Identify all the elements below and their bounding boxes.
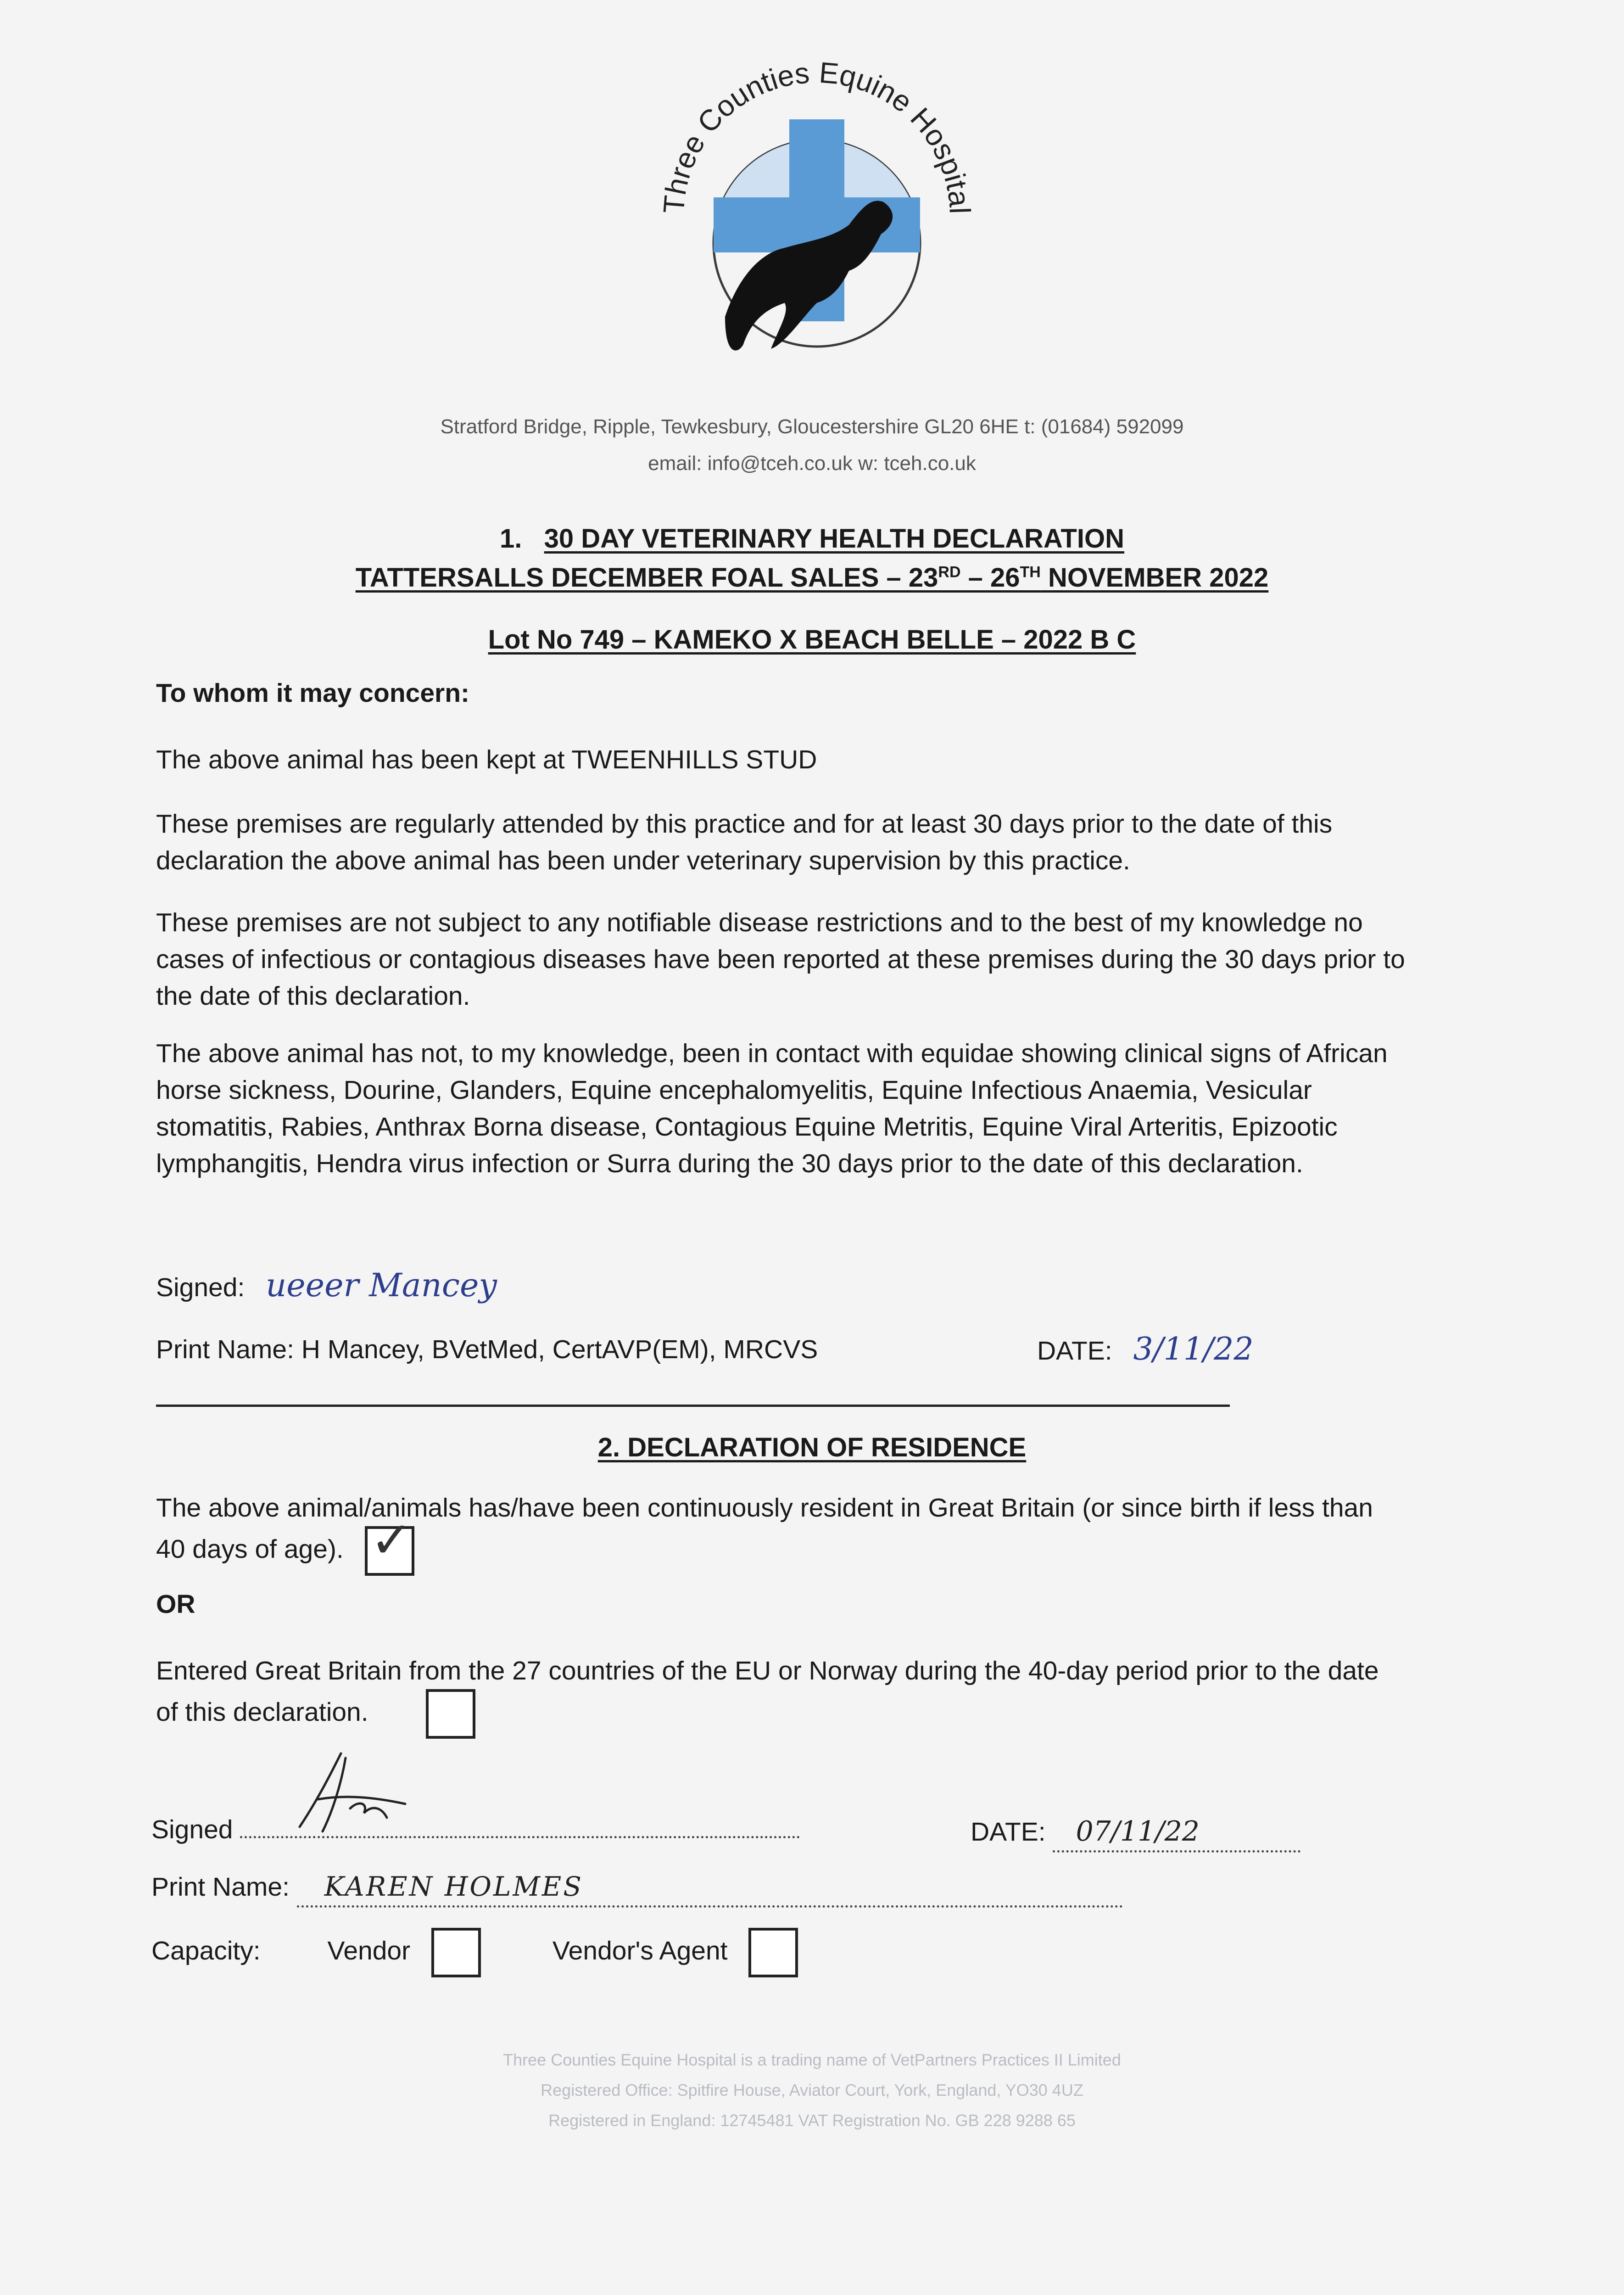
residence-option-1: The above animal/animals has/have been continuously resident in Great Britain (or since birth if less than 40 days of age). ✓ (156, 1489, 1395, 1576)
eu-entry-checkbox[interactable] (426, 1689, 475, 1739)
section-number: 1. (499, 524, 522, 554)
footer-line-3: Registered in England: 12745481 VAT Registration No. GB 228 9288 65 (548, 2111, 1076, 2130)
print-name-field[interactable] (297, 1868, 1123, 1908)
vet-signature-row (156, 1267, 1432, 1306)
logo-text: Three Counties Equine Hospital (657, 60, 977, 215)
signed-label: Signed: (156, 1273, 245, 1302)
vet-date-value: 3/11/22 (1133, 1331, 1254, 1367)
section-1-title (0, 523, 1624, 554)
section-2-title: 2. DECLARATION OF RESIDENCE (597, 1433, 1027, 1462)
paragraph-supervision: These premises are regularly attended by this practice and for at least 30 days prior to the date of this declaration the above animal has been under veterinary supervision by this practice. (156, 809, 1333, 875)
salutation: To whom it may concern: (156, 678, 470, 708)
vendor-date-row (971, 1813, 1300, 1853)
hospital-logo (633, 60, 1000, 372)
date-label: DATE: (971, 1817, 1046, 1847)
address-line-2: email: info@tceh.co.uk w: tceh.co.uk (648, 452, 976, 475)
vendor-label: Vendor (327, 1936, 411, 1965)
vet-print-name: Print Name: H Mancey, BVetMed, CertAVP(EM), MRCVS (156, 1335, 818, 1364)
lot-number: Lot No 749 – KAMEKO X BEACH BELLE – 2022 B C (488, 625, 1136, 655)
print-name-label: Print Name: (151, 1872, 290, 1902)
vendor-agent-checkbox[interactable] (748, 1928, 798, 1977)
footer-line-2: Registered Office: Spitfire House, Aviator Court, York, England, YO30 4UZ (541, 2081, 1083, 2099)
resident-checkbox[interactable] (365, 1512, 414, 1576)
vendor-signature-row (151, 1808, 800, 1848)
paragraph-diseases: The above animal has not, to my knowledge, been in contact with equidae showing clinical signs of African horse sickness, Dourine, Glanders, Equine encephalomyelitis, Equine Infectious Anaemia, Vesicular stomatitis, Rabies, Anthrax Borna disease, Contagious Equine Metritis, Equine Viral Arteritis, Epizootic lymphangitis, Hendra virus infection or Surra during the 30 days prior to the date of this declaration. (156, 1039, 1388, 1178)
date-label: DATE: (1037, 1336, 1112, 1366)
or-separator: OR (156, 1590, 195, 1619)
residence-option-2: Entered Great Britain from the 27 countries of the EU or Norway during the 40-day period prior to the date of this declaration. (156, 1652, 1395, 1739)
footer-line-1: Three Counties Equine Hospital is a trading name of VetPartners Practices II Limited (503, 2050, 1121, 2069)
vendor-agent-label: Vendor's Agent (552, 1936, 728, 1965)
declaration-title: 30 DAY VETERINARY HEALTH DECLARATION (544, 524, 1125, 554)
address-line-1: Stratford Bridge, Ripple, Tewkesbury, Gloucestershire GL20 6HE t: (01684) 592099 (440, 415, 1184, 438)
section-divider (156, 1405, 1230, 1407)
vet-signature: ueeer Mancey (266, 1266, 497, 1304)
vendor-date-value: 07/11/22 (1076, 1815, 1200, 1847)
paragraph-kept-at: The above animal has been kept at TWEENHILLS STUD (156, 745, 817, 774)
print-name-value: KAREN HOLMES (324, 1871, 583, 1902)
vendor-checkbox[interactable] (431, 1928, 481, 1977)
capacity-label: Capacity: (151, 1936, 261, 1965)
vet-date-row (1037, 1331, 1254, 1369)
signed-label: Signed (151, 1815, 233, 1844)
capacity-row (151, 1926, 798, 1977)
signature-line[interactable] (240, 1808, 800, 1838)
paragraph-restrictions: These premises are not subject to any notifiable disease restrictions and to the best of my knowledge no cases of infectious or contagious diseases have been reported at these premises during the 30 days prior to the date of this declaration. (156, 908, 1405, 1011)
vendor-date-field[interactable] (1053, 1813, 1300, 1853)
sale-subtitle: TATTERSALLS DECEMBER FOAL SALES – 23RD – 26TH NOVEMBER 2022 (355, 563, 1269, 593)
check-mark-icon: ✓ (370, 1512, 413, 1568)
horse-cross-logo-icon (633, 60, 1000, 372)
handwritten-signature-icon (290, 1744, 410, 1836)
vendor-print-row (151, 1868, 1123, 1908)
